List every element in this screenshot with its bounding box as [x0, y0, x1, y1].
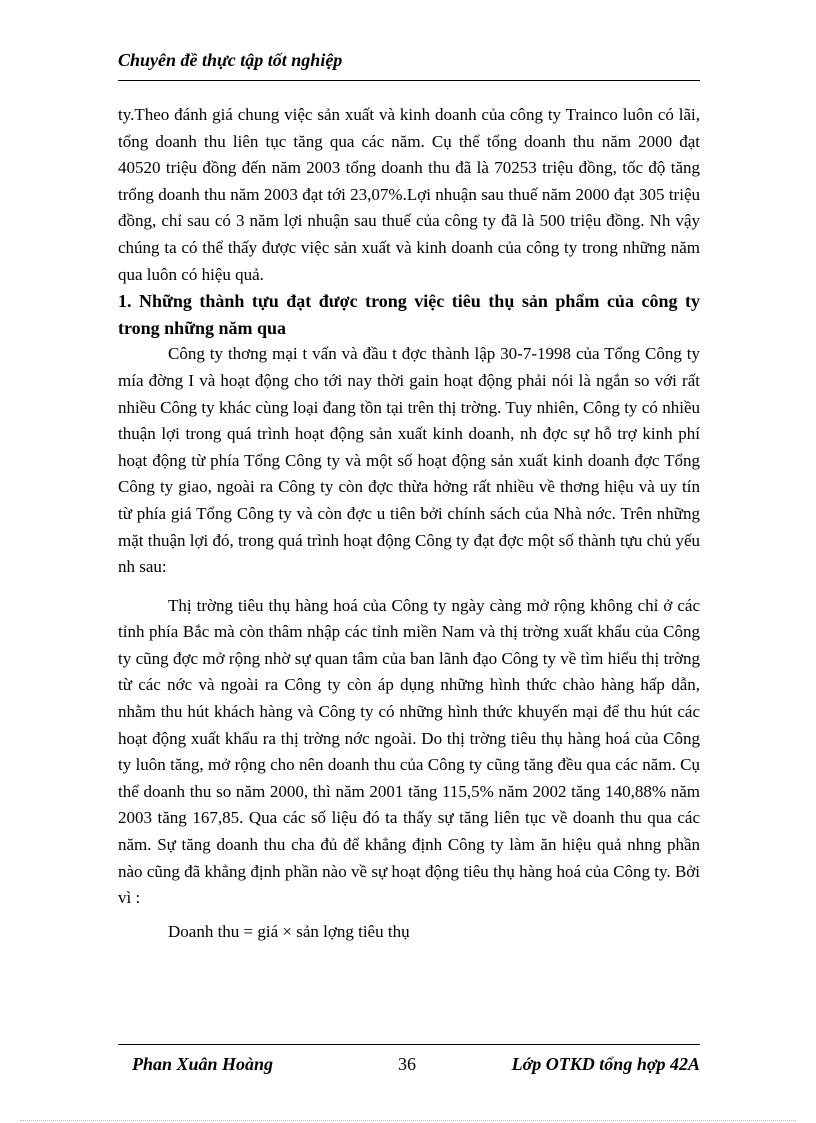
main-content: [118, 102, 700, 945]
footer-class: Lớp OTKD tổng hợp 42A: [511, 1054, 700, 1074]
paragraph-market: Thị trờng tiêu thụ hàng hoá của Công ty ngày càng mở rộng không chỉ ở các tỉnh phía Bắc mà còn thâm nhập các tỉnh miền Nam và thị trờng xuất khẩu của Công ty cũng đợc mở rộng nhờ sự quan tâm của ban lãnh đạo Công ty về tìm hiểu thị trờng từ các nớc và ngoài ra Công ty còn áp dụng những hình thức chào hàng hấp dẫn, nhằm thu hút khách hàng và Công ty có những hình thức khuyến mại để thu hút các hoạt động xuất khẩu ra thị trờng nớc ngoài. Do thị trờng tiêu thụ hàng hoá của Công ty luôn tăng, mở rộng cho nên doanh thu của Công ty cũng tăng đều qua các năm. Cụ thể doanh thu so năm 2000, thì năm 2001 tăng 115,5% năm 2002 tăng 140,88% năm 2003 tăng 167,85. Qua các số liệu đó ta thấy sự tăng liên tục về doanh thu qua các năm. Sự tăng doanh thu cha đủ để khẳng định Công ty làm ăn hiệu quả nhng phần nào cũng đã khẳng định phần nào về sự hoạt động tiêu thụ hàng hoá của Công ty. Bởi vì :: [118, 595, 700, 908]
header-rule: [118, 80, 700, 81]
page-header: Chuyên đề thực tập tốt nghiệp: [118, 50, 343, 70]
revenue-formula: Doanh thu = giá × sản lợng tiêu thụ: [168, 921, 410, 941]
paragraph-intro: ty.Theo đánh giá chung việc sản xuất và kinh doanh của công ty Trainco luôn có lãi, tổng doanh thu liên tục tăng qua các năm. Cụ thể tổng doanh thu năm 2000 đạt 40520 triệu đồng đến năm 2003 tổng doanh thu đã là 70253 triệu đồng, tốc độ tăng trổng doanh thu năm 2003 đạt tới 23,07%.Lợi nhuận sau thuế năm 2000 đạt 305 triệu đồng, chỉ sau có 3 năm lợi nhuận sau thuế của công ty đã là 500 triệu đồng. Nh vậy chúng ta có thể thấy được việc sản xuất và kinh doanh của công ty trong những năm qua luôn có hiệu quả.: [118, 105, 700, 284]
section-heading: 1. Những thành tựu đạt được trong việc tiêu thụ sản phẩm của công ty trong những năm qua: [118, 291, 700, 338]
page-edge-divider: [20, 1120, 796, 1121]
footer-rule: [118, 1044, 700, 1045]
page-footer: [118, 1054, 700, 1078]
paragraph-company: Công ty thơng mại t vấn và đầu t đợc thành lập 30-7-1998 của Tổng Công ty mía đờng I và hoạt động cho tới nay thời gain hoạt động phải nói là ngắn so với rất nhiều Công ty khác cùng loại đang tồn tại trên thị trờng. Tuy nhiên, Công ty có nhiều thuận lợi trong quá trình hoạt động sản xuất kinh doanh, nh đợc sự hỗ trợ kinh phí hoạt động từ phía Tổng Công ty và một số hoạt động sản xuất kinh doanh đợc Tổng Công ty giao, ngoài ra Công ty còn đợc thừa hởng rất nhiều về thơng hiệu và uy tín từ phía giá Tổng Công ty và còn đợc u tiên bởi chính sách của Nhà nớc. Trên những mặt thuận lợi đó, trong quá trình hoạt động Công ty đạt đợc một số thành tựu chủ yếu nh sau:: [118, 344, 700, 577]
page-number: 36: [398, 1054, 416, 1074]
footer-author: Phan Xuân Hoàng: [132, 1054, 274, 1074]
